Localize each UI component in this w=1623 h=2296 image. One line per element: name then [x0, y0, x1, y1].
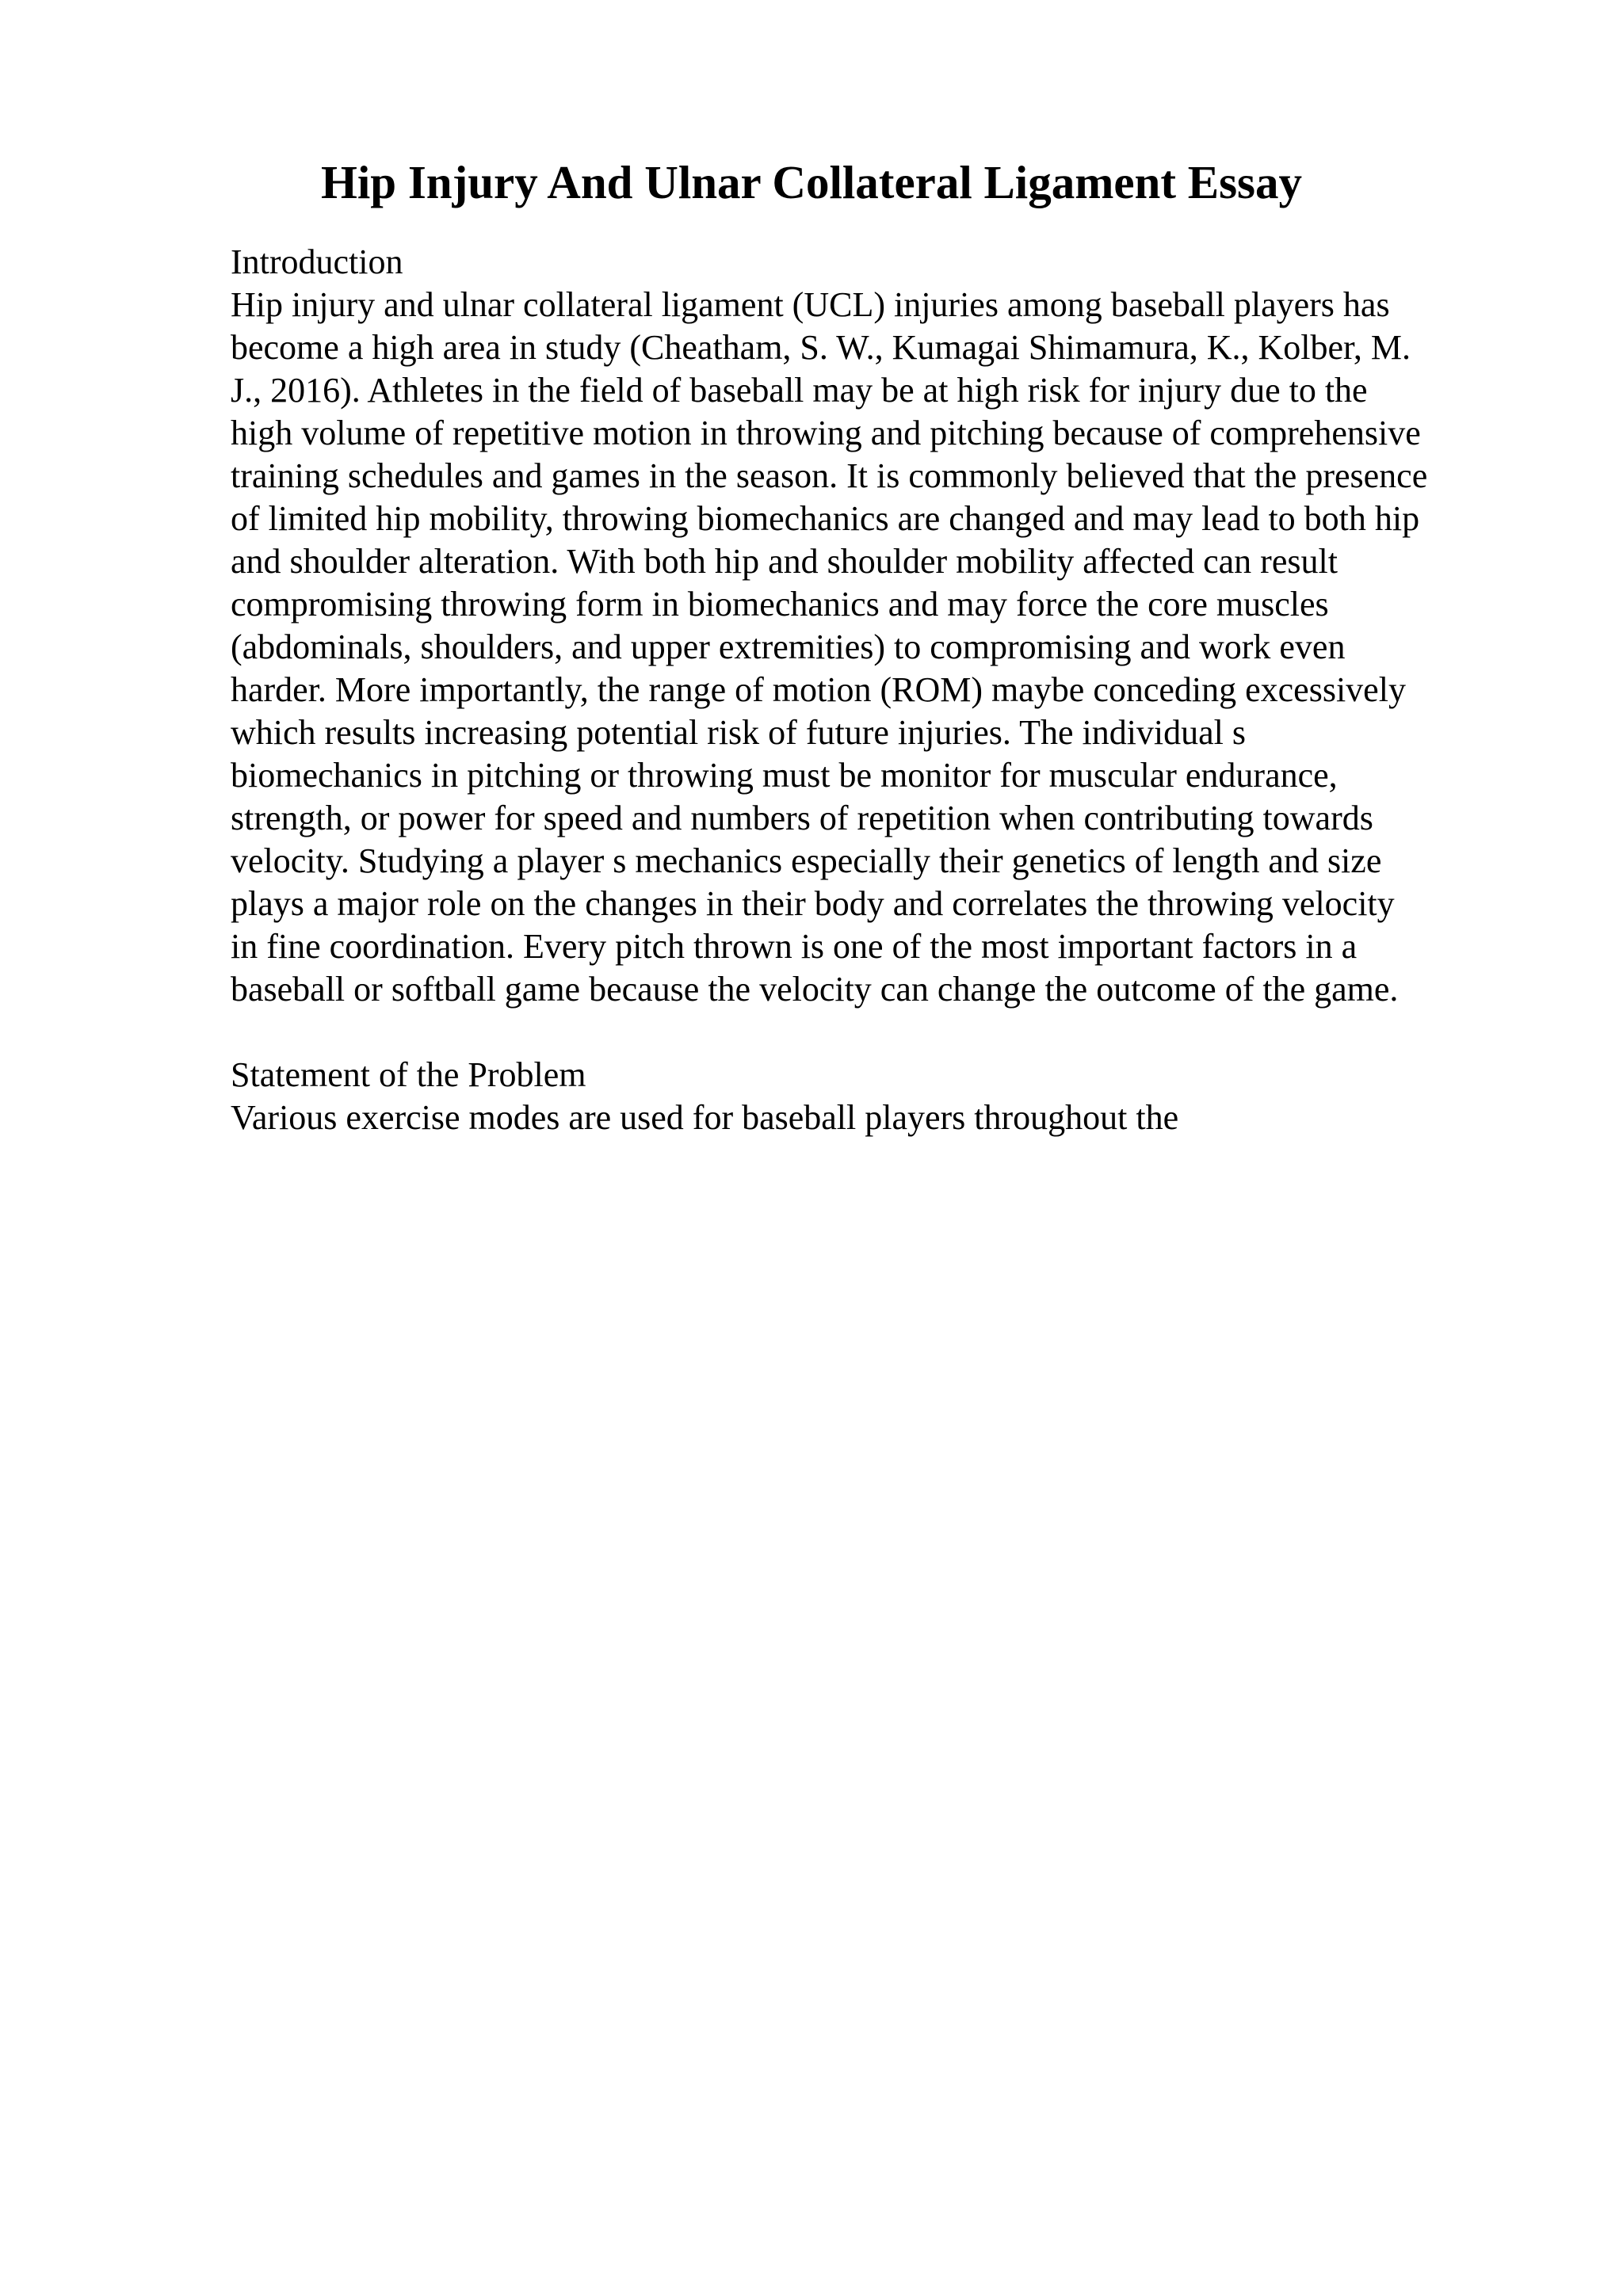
text-line: baseball or softball game because the velocity can change the outcome of the game.	[231, 970, 1399, 1009]
text-line: and shoulder alteration. With both hip and shoulder mobility affected can result	[231, 542, 1338, 581]
text-line: high volume of repetitive motion in throwing and pitching because of comprehensive	[231, 414, 1421, 452]
section-heading: Introduction	[231, 242, 403, 281]
text-line: Various exercise modes are used for baseball players throughout the	[231, 1098, 1179, 1137]
text-line: Hip injury and ulnar collateral ligament (UCL) injuries among baseball players has	[231, 285, 1390, 324]
text-line: which results increasing potential risk of future injuries. The individual s	[231, 713, 1247, 752]
text-line: in fine coordination. Every pitch thrown is one of the most important factors in a	[231, 927, 1358, 966]
section-paragraph	[231, 1097, 1530, 1139]
text-line: of limited hip mobility, throwing biomechanics are changed and may lead to both hip	[231, 499, 1420, 538]
section-paragraph	[231, 284, 1530, 1011]
section-heading: Statement of the Problem	[231, 1055, 586, 1094]
document-body	[231, 241, 1530, 1139]
text-line: plays a major role on the changes in their body and correlates the throwing velocity	[231, 884, 1395, 923]
text-line: training schedules and games in the season. It is commonly believed that the presence	[231, 456, 1428, 495]
text-line: (abdominals, shoulders, and upper extremities) to compromising and work even	[231, 627, 1346, 666]
text-line: strength, or power for speed and numbers of repetition when contributing towards	[231, 799, 1373, 837]
text-line: harder. More importantly, the range of motion (ROM) maybe conceding excessively	[231, 670, 1406, 709]
text-line: J., 2016). Athletes in the field of baseball may be at high risk for injury due to the	[231, 371, 1368, 410]
section-statement-of-problem	[231, 1054, 1530, 1139]
text-line: biomechanics in pitching or throwing must be monitor for muscular endurance,	[231, 756, 1338, 795]
section-spacer	[231, 1011, 1530, 1054]
text-line: compromising throwing form in biomechanics and may force the core muscles	[231, 585, 1329, 624]
document-title: Hip Injury And Ulnar Collateral Ligament Essay	[320, 156, 1303, 208]
section-introduction	[231, 241, 1530, 1011]
text-line: become a high area in study (Cheatham, S. W., Kumagai Shimamura, K., Kolber, M.	[231, 328, 1411, 367]
text-line: velocity. Studying a player s mechanics especially their genetics of length and size	[231, 841, 1382, 880]
